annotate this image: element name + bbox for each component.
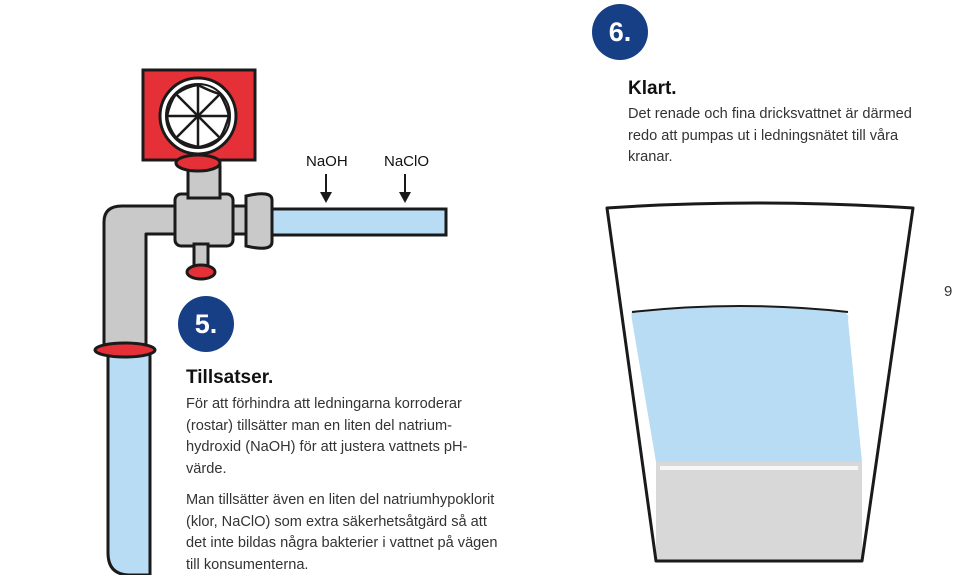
tap-spout: [194, 244, 208, 266]
pipe-flange: [95, 343, 155, 357]
step-5-paragraph-1: För att förhindra att ledningarna korroderar (rostar) tillsätter man en liten del natrium-hydroxid (NaOH) för att justera vattnets pH-värde.: [186, 396, 468, 477]
naoh-label: NaOH: [306, 153, 348, 170]
naclo-arrow: [399, 174, 411, 203]
tap-drip-valve: [187, 265, 215, 279]
step-5-title: Tillsatser.: [186, 367, 274, 388]
naclo-label: NaClO: [384, 153, 430, 170]
naoh-arrow: [320, 174, 332, 203]
step-6-badge: 6.: [592, 4, 648, 60]
glass-base: [656, 462, 862, 561]
pump-unit: [143, 70, 255, 171]
step-6-title: Klart.: [628, 78, 677, 99]
tap-outlet-flange: [246, 194, 272, 249]
step-5-paragraph-2: Man tillsätter även en liten del natriumhypoklorit (klor, NaClO) som extra säkerhetsåtgärd så att det inte bildas några bakterier i vattnet på vägen till konsumenterna.: [186, 492, 498, 573]
supply-pipe: [108, 352, 150, 575]
pump-base-ring: [176, 155, 220, 171]
tap-body: [175, 194, 233, 246]
page-number: 9: [944, 283, 953, 300]
outlet-pipe: [272, 209, 446, 235]
step-6-text: Det renade och fina dricksvattnet är därmed redo att pumpas ut i ledningsnätet till våra kranar.: [628, 106, 912, 166]
water-glass: [607, 203, 913, 561]
step-5-badge: 5.: [178, 296, 234, 352]
